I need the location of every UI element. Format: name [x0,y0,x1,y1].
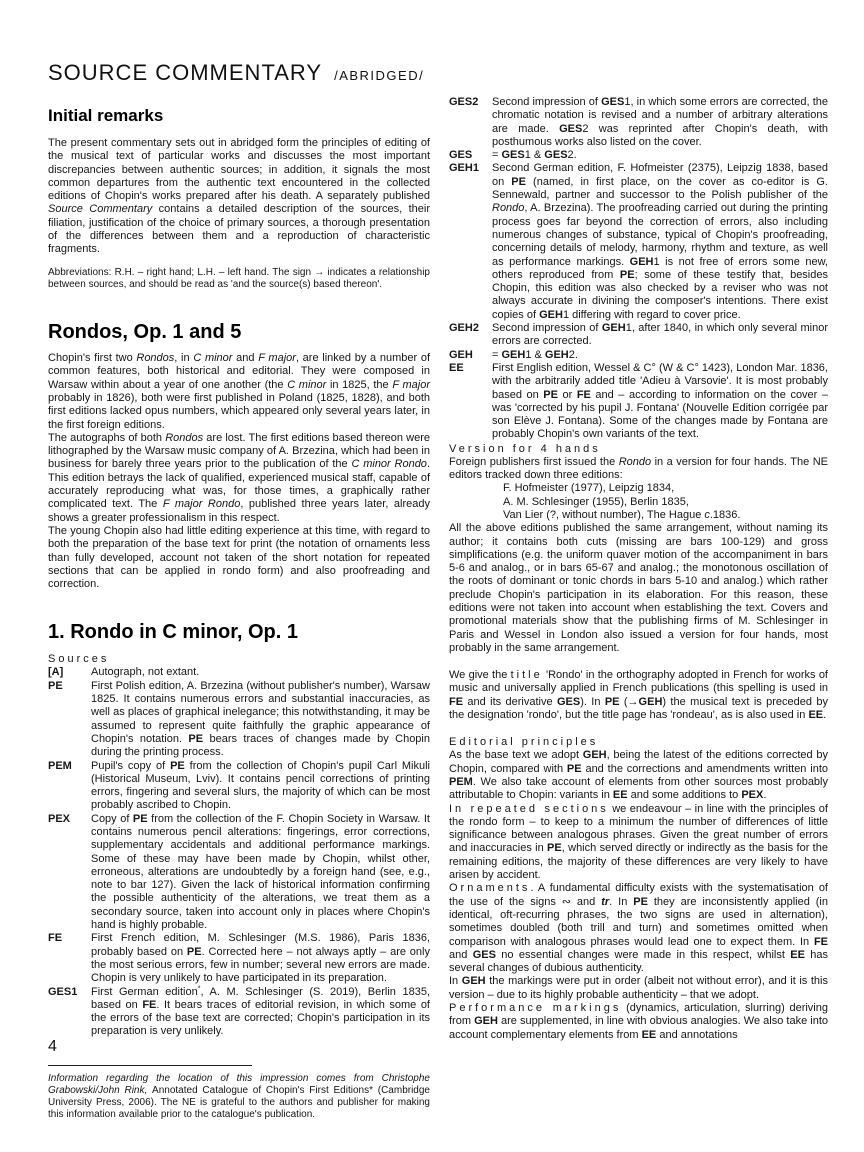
four-hands-edition: Van Lier (?, without number), The Hague c.1836. [503,508,741,521]
source-description: First English edition, Wessel & C° (W & C° 1423), London Mar. 1836, with the arbitrarily added title 'Adieu à Varsovie'. It is most probably based on PE or FE and – according to information on the cover – was 'corrected by his pupil J. Fontana' (Nouvelle Edition corrigée par son Elève J. Fontana). Some of the changes made by Fontana are probably Chopin's own variants of the text. [492,361,828,441]
page-title-suffix: /ABRIDGED/ [334,68,425,83]
source-siglum: GES1 [48,985,78,998]
right-column [449,96,828,1042]
source-description: Copy of PE from the collection of the F. Chopin Society in Warsaw. It contains numerous pencil alterations: fingerings, error corrections, supplementary accidentals and additional performance markings. Some of these may have been made by Chopin, whilst other, erroneous, alterations are undoubtedly by a foreign hand (see, e.g., note to bar 127). Given the lack of historical information confirming the possible authenticity of the alterations, we treat them as a secondary source, taken into account only in places where Chopin's hand is highly probable. [91,812,430,932]
source-description: Second German edition, F. Hofmeister (2375), Leipzig 1838, based on PE (named, in first place, on the cover as co-editor is G. Sennewald, partner and successor to the Polish publisher of the Rondo, A. Brzezina). The proofreading carried out during the printing process goes far beyond the correction of errors, also including numerous changes of substance, typical of Chopin's proofreading, concerning details of melody, harmony, rhythm and texture, as well as performance markings. GEH1 is not free of errors some new, others reproduced from PE; some of these testify that, besides Chopin, this edition was also checked by a reviser who was not always accurate in divining the composer's intentions. There exist copies of GEH1 differing with regard to cover price. [492,162,828,321]
abbreviations-note: Abbreviations: R.H. – right hand; L.H. – left hand. The sign → indicates a relationship between sources, and should be read as 'and the source(s) based thereon'. [48,266,430,290]
source-description: First Polish edition, A. Brzezina (without publisher's number), Warsaw 1825. It contains numerous errors and substantial inaccuracies, as well as places of graphical inelegance; this notwithstanding, it may be assumed to represent quite faithfully the graphic appearance of Chopin's notation. PE bears traces of changes made by Chopin during the printing process. [91,679,430,759]
source-entry [449,362,828,442]
source-siglum: [A] [48,666,64,679]
heading-rondos-op1-5: Rondos, Op. 1 and 5 [48,321,242,344]
source-siglum: GEH [449,348,473,361]
page-number: 4 [48,1038,57,1055]
source-entry [449,322,828,349]
source-entry [48,680,430,760]
source-siglum: GEH1 [449,162,479,175]
source-entry [48,932,430,985]
source-description: Pupil's copy of PE from the collection of Chopin's pupil Carl Mikuli (Historical Museum, Lviv). It contains pencil corrections of printing errors, fingering and several slurs, the majority of which can be most probably ascribed to Chopin. [91,759,430,812]
source-siglum: GEH2 [449,322,479,335]
source-siglum: GES [449,149,473,162]
footnote: Information regarding the location of this impression comes from Christophe Grabowski/John Rink, Annotated Catalogue of Chopin's First Editions* (Cambridge University Press, 2006). The NE is grateful to the authors and publisher for making this information available prior to the catalogue's publication. [48,1072,430,1121]
source-description: Second impression of GEH1, after 1840, in which only several minor errors are corrected. [492,322,828,348]
source-siglum: PEX [48,812,71,825]
sources-label: Sources [48,653,110,666]
left-column [48,60,430,1122]
rondos-paragraph: Chopin's first two Rondos, in C minor and F major, are linked by a number of common features, both historical and editorial. They were composed in Warsaw within about a year of one another (the C minor in 1825, the F major probably in 1826), both were first published in Poland (1825, 1828), and both first editions lacked opus numbers, which appeared only several years later, in the first foreign editions. [48,352,430,431]
four-hands-outro: All the above editions published the same arrangement, without naming its author; it contains both cuts (missing are bars 100-129) and gross simplifications (e.g. the uniform quaver motion of the accompaniment in bars 5-6 and analog., or in bars 65-67 and analog.; the monotonous oscillation of the roots of dominant or tonic chords in bars 5-10 and analog.) which rather preclude Chopin's participation in its elaboration. For this reason, these editions were not taken into account when establishing the text. Covers and promotional materials show that the publishing firms of M. Schlesinger in Paris and Wessel in London also issued a version for four hands, most probably in the same arrangement. [449,522,828,654]
editorial-principles-heading: Editorial principles [449,736,599,749]
footnote-separator [48,1065,252,1066]
four-hands-intro: Foreign publishers first issued the Rondo in a version for four hands. The NE editors tracked down three editions: [449,455,828,482]
source-description: Second impression of GES1, in which some errors are corrected, the chromatic notation is revised and a number of arbitrary alterations are made. GES2 was reprinted after Chopin's death, with posthumous works also listed on the cover. [492,96,828,148]
four-hands-edition: A. M. Schlesinger (1955), Berlin 1835, [503,495,689,508]
page-title-main: SOURCE COMMENTARY [48,60,323,85]
source-siglum: FE [48,932,63,945]
four-hands-heading: Version for 4 hands [449,442,601,455]
source-siglum: PE [48,679,63,692]
source-siglum: EE [449,361,464,374]
heading-initial-remarks: Initial remarks [48,106,164,125]
editorial-paragraph: Ornaments. A fundamental difficulty exists with the systematisation of the use of the signs ∾ and tr. In PE they are inconsistently applied (in identical, oft-recurring phrases, the two signs are used in alternation), sometimes doubled (both trill and turn) and sometimes omitted when comparison with analogous phrases would lead one to expect them. In FE and GES no essential changes were made in this respect, whilst EE has several changes of dubious authenticity. [449,882,828,975]
source-entry [449,349,828,362]
source-description: Autograph, not extant. [91,666,200,679]
title-orthography-paragraph: We give the title 'Rondo' in the orthography adopted in French for works of music and universally applied in French publications (this spelling is used in FE and its derivative GES). In PE (→GEH) the musical text is preceded by the designation 'rondo', but the title page has 'rondeau', as is also used in EE. [449,669,828,722]
source-entry [48,986,430,1039]
source-entry [48,760,430,813]
source-description: = GES1 & GES2. [492,149,577,162]
rondos-paragraph: The autographs of both Rondos are lost. The first editions based thereon were lithographed by the Warsaw music company of A. Brzezina, which had been in business for barely three years prior to the publication of the C minor Rondo. This edition betrays the lack of qualified, experienced musical staff, capable of accurately reproducing what was, for those times, a graphically rather complicated text. The F major Rondo, published three years later, already shows a greater professionalism in this respect. [48,431,431,524]
source-description: = GEH1 & GEH2. [492,348,578,361]
source-entry [449,96,828,149]
editorial-paragraph: In GEH the markings were put in order (albeit not without error), and it is this version – due to its highly probable authenticity – that we adopt. [449,975,828,1001]
source-description: First French edition, M. Schlesinger (M.S. 1986), Paris 1836, probably based on PE. Corrected here – not always aptly – are only the most serious errors, few in number; several new errors are made. Chopin is very unlikely to have participated in its preparation. [91,932,430,985]
heading-rondo-c-minor: 1. Rondo in C minor, Op. 1 [48,621,299,644]
editorial-paragraph: In repeated sections we endeavour – in line with the principles of the rondo form – to keep to a minimum the number of differences of little significance between analogous phrases. Given the great number of errors and inaccuracies in PE, which served directly or indirectly as the basis for the remaining editions, the majority of these differences are very likely to have arisen by accident. [449,802,828,882]
source-entry [449,162,828,322]
editorial-paragraph: As the base text we adopt GEH, being the latest of the editions corrected by Chopin, compared with PE and the corrections and amendments written into PEM. We also take account of elements from other sources most probably attributable to Chopin: variants in EE and some additions to PEX. [449,749,828,802]
source-siglum: PEM [48,759,72,772]
four-hands-edition: F. Hofmeister (1977), Leipzig 1834, [503,482,675,495]
source-description: First German edition*, A. M. Schlesinger (S. 2019), Berlin 1835, based on FE. It bears traces of editorial revision, in which some of the errors of the base text are corrected; Chopin's participation in its preparation is very unlikely. [91,984,430,1038]
source-entry [48,666,430,679]
source-siglum: GES2 [449,96,479,108]
initial-remarks-paragraph: The present commentary sets out in abridged form the principles of editing of the musical text of particular works and discusses the most important discrepancies between authentic sources; in addition, it signals the most common departures from the authentic text encountered in the collected editions of Chopin's works prepared after his death. A separately published Source Commentary contains a detailed description of the sources, their filiation, justification of the choice of primary sources, a thorough presentation of the differences between them and a reproduction of characteristic fragments. [48,137,430,256]
source-entry [449,149,828,162]
rondos-paragraph: The young Chopin also had little editing experience at this time, with regard to both the preparation of the base text for print (the notation of ornaments less than fully developed, account not taken of the short notation for repeated sections that can be applied in rondo form) and also proofreading and correction. [48,524,430,591]
source-entry [48,813,430,933]
editorial-paragraph: Performance markings (dynamics, articulation, slurring) deriving from GEH are supplemented, in line with obvious analogies. We also take into account complementary elements from EE and annotations [449,1002,829,1041]
page-title [48,60,430,86]
